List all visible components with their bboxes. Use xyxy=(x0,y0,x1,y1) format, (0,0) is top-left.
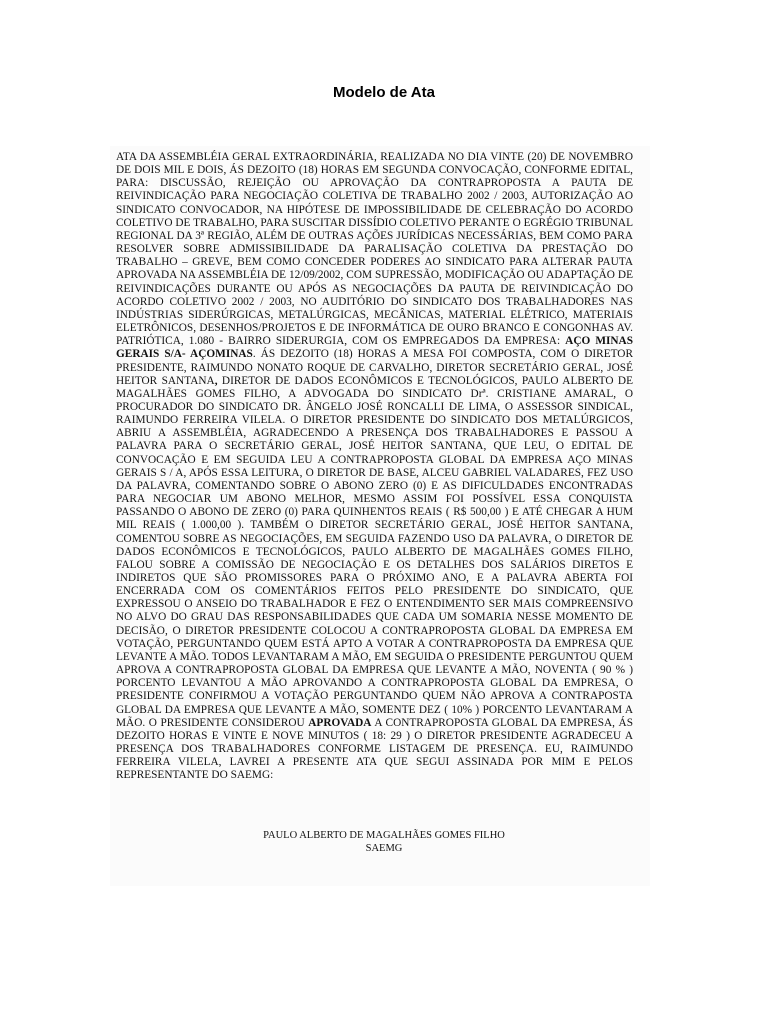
signature-block xyxy=(0,829,768,855)
signatory-organization: SAEMG xyxy=(365,843,403,854)
page-title: Modelo de Ata xyxy=(333,84,435,101)
ata-text-part-2: . ÁS DEZOITO (18) HORAS A MESA FOI COMPOSTA, COM O DIRETOR PRESIDENTE, RAIMUNDO NONATO ROQUE DE CARVALHO, DIRETOR SECRETÁRIO GERAL, JOSÉ HEITOR SANTANA xyxy=(116,348,634,387)
ata-text xyxy=(116,151,633,783)
ata-text-part-4: A CONTRAPROPOSTA GLOBAL DA EMPRESA, ÁS DEZOITO HORAS E VINTE E NOVE MINUTOS ( 18: 29 ) O DIRETOR PRESIDENTE AGRADECEU A PRESENÇA DOS TRABALHADORES CONFORME LISTAGEM DE PRESENÇA. EU, RAIMUNDO FERREIRA VILELA, LAVREI A PRESENTE ATA QUE SEGUI ASSINADA POR MIM E PELOS REPRESENTANTE DO SAEMG: xyxy=(116,716,633,782)
signatory-name: PAULO ALBERTO DE MAGALHÃES GOMES FILHO xyxy=(263,830,505,841)
ata-text-part-3: DIRETOR DE DADOS ECONÔMICOS E TECNOLÓGICOS, PAULO ALBERTO DE MAGALHÃES GOMES FILHO, A ADVOGADA DO SINDICATO Drª. CRISTIANE AMARAL, O PROCURADOR DO SINDICATO DR. ÂNGELO JOSÉ RONCALLI DE LIMA, O ASSESSOR SINDICAL, RAIMUNDO FERREIRA VILELA. O DIRETOR PRESIDENTE DO SINDICATO DOS METALÚRGICOS, ABRIU A ASSEMBLÉIA, AGRADECENDO A PRESENÇA DOS TRABALHADORES E PASSOU A PALAVRA PARA O SECRETÁRIO GERAL, JOSÉ HEITOR SANTANA, QUE LEU, O EDITAL DE CONVOCAÇÃO E EM SEGUIDA LEU A CONTRAPROPOSTA GLOBAL DA EMPRESA AÇO MINAS GERAIS S / A, APÓS ESSA LEITURA, O DIRETOR DE BASE, ALCEU GABRIEL VALADARES, FEZ USO DA PALAVRA, COMENTANDO SOBRE O ABONO ZERO (0) E AS DIFICULDADES ENCONTRADAS PARA NEGOCIAR UM ABONO MELHOR, MESMO ASSIM FOI POSSÍVEL ESSA CONQUISTA PASSANDO O ABONO DE ZERO (0) PARA QUINHENTOS REAIS ( R$ 500,00 ) E ATÉ CHEGAR A HUM MIL REAIS ( 1.000,00 ). TAMBÉM O DIRETOR SECRETÁRIO GERAL, JOSÉ HEITOR SANTANA, COMENTOU SOBRE AS NEGOCIAÇÕES, EM SEGUIDA FAZENDO USO DA PALAVRA, O DIRETOR DE DADOS ECONÔMICOS E TECNOLÓGICOS, PAULO ALBERTO DE MAGALHÃES GOMES FILHO, FALOU SOBRE A COMISSÃO DE NEGOCIAÇÃO E OS DETALHES DOS SALÁRIOS DIRETOS E INDIRETOS QUE SÃO PROMISSORES PARA O PRÓXIMO ANO, E A PALAVRA ABERTA FOI ENCERRADA COM OS COMENTÁRIOS FEITOS PELO PRESIDENTE DO SINDICATO, QUE EXPRESSOU O ANSEIO DO TRABALHADOR E FEZ O ENTENDIMENTO SER MAIS COMPREENSIVO NO ALVO DO GRAU DAS RESPONSABILIDADES QUE CADA UM SOMARIA NESSE MOMENTO DE DECISÃO, O DIRETOR PRESIDENTE COLOCOU A CONTRAPROPOSTA GLOBAL DA EMPRESA EM VOTAÇÃO, PERGUNTANDO QUEM ESTÁ APTO A VOTAR A CONTRAPROPOSTA DA EMPRESA QUE LEVANTE A MÃO. TODOS LEVANTARAM A MÃO, EM SEGUIDA O PRESIDENTE PERGUNTOU QUEM APROVA A CONTRAPROPOSTA GLOBAL DA EMPRESA QUE LEVANTE A MÃO, NOVENTA ( 90 % ) PORCENTO LEVANTOU A MÃO APROVANDO A CONTRAPROPOSTA GLOBAL DA EMPRESA, O PRESIDENTE CONFIRMOU A VOTAÇÃO PERGUNTANDO QUEM NÃO APROVA A CONTRAPOSTA GLOBAL DA EMPRESA QUE LEVANTE A MÃO, SOMENTE DEZ ( 10% ) PORCENTO LEVANTARAM A MÃO. O PRESIDENTE CONSIDEROU xyxy=(116,374,633,729)
company-name: AÇO MINAS GERAIS S/A- AÇOMINAS xyxy=(116,335,633,361)
ata-text-part-1: ATA DA ASSEMBLÉIA GERAL EXTRAORDINÁRIA, REALIZADA NO DIA VINTE (20) DE NOVEMBRO DE DOIS MIL E DOIS, ÁS DEZOITO (18) HORAS EM SEGUNDA CONVOCAÇÃO, CONFORME EDITAL, PARA: DISCUSSÃO, REJEIÇÃO OU APROVAÇÃO DA CONTRAPROPOSTA A PAUTA DE REIVINDICAÇÃO PARA NEGOCIAÇÃO COLETIVA DE TRABALHO 2002 / 2003, AUTORIZAÇÃO AO SINDICATO CONVOCADOR, NA HIPÓTESE DE IMPOSSIBILIDADE DE CELEBRAÇÃO DO ACORDO COLETIVO DE TRABALHO, PARA SUSCITAR DISSÍDIO COLETIVO PERANTE O EGRÉGIO TRIBUNAL REGIONAL DA 3ª REGIÃO, ALÉM DE OUTRAS AÇÕES JURÍDICAS NECESSÁRIAS, BEM COMO PARA RESOLVER SOBRE ADMISSIBILIDADE DA PARALISAÇÃO COLETIVA DA PRESTAÇÃO DO TRABALHO – GREVE, BEM COMO CONCEDER PODERES AO SINDICATO PARA ALTERAR PAUTA APROVADA NA ASSEMBLÉIA DE 12/09/2002, COM SUPRESSÃO, MODIFICAÇÃO OU ADAPTAÇÃO DE REIVINDICAÇÕES DURANTE OU APÓS AS NEGOCIAÇÕES DA PAUTA DE REIVINDICAÇÃO DO ACORDO COLETIVO 2002 / 2003, NO AUDITÓRIO DO SINDICATO DOS TRABALHADORES NAS INDÚSTRIAS SIDERÚRGICAS, METALÚRGICAS, MECÂNICAS, MATERIAL ELÉTRICO, MATERIAIS ELETRÔNICOS, DESENHOS/PROJETOS E DE INFORMÁTICA DE OURO BRANCO E CONGONHAS AV. PATRIÓTICA, 1.080 - BAIRRO SIDERURGIA, COM OS EMPREGADOS DA EMPRESA: xyxy=(116,151,633,348)
approved-word: APROVADA xyxy=(308,716,372,729)
bold-comma: , xyxy=(214,374,218,387)
